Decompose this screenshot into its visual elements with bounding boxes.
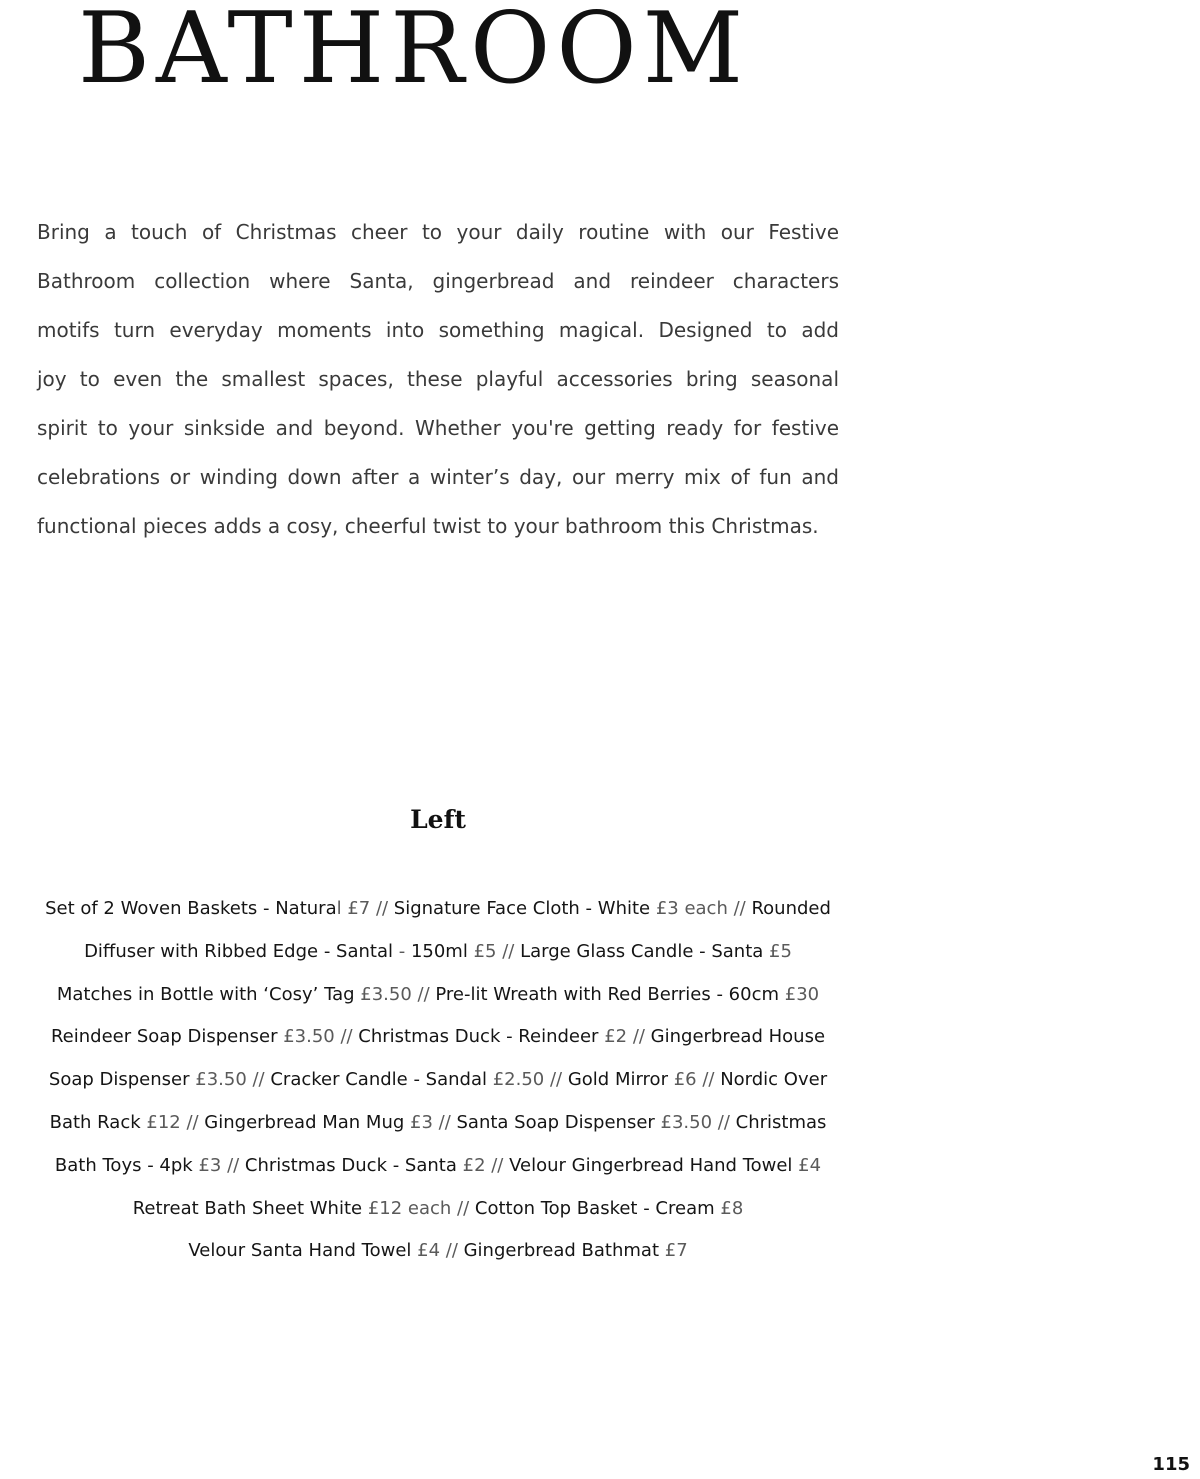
product-name: Gingerbread Bathmat <box>463 1240 660 1262</box>
product-line <box>0 1188 876 1231</box>
product-price: £5 <box>763 940 792 962</box>
intro-line: motifs turn everyday moments into something magical. Designed to add <box>37 318 839 342</box>
product-price: £3.50 // <box>354 983 436 1005</box>
product-line <box>0 888 876 931</box>
page-number: 115 <box>1152 1454 1190 1475</box>
product-price: £2.50 // <box>487 1069 568 1091</box>
product-price: £2 // <box>598 1026 651 1048</box>
product-price: £7 <box>659 1240 688 1262</box>
intro-line: celebrations or winding down after a winter’s day, our merry mix of fun and <box>37 465 839 489</box>
product-price: £2 // <box>456 1154 510 1176</box>
product-line <box>0 1102 876 1145</box>
product-price: £3.50 // <box>277 1026 359 1048</box>
product-price: £8 <box>714 1197 744 1219</box>
product-price: £12 each // <box>362 1197 475 1219</box>
intro-line: joy to even the smallest spaces, these playful accessories bring seasonal <box>37 367 839 391</box>
product-name: Soap Dispenser <box>48 1069 190 1091</box>
product-price: £4 // <box>411 1240 464 1262</box>
product-name: Diffuser with Ribbed Edge - Santal <box>84 940 393 962</box>
product-name: Christmas Duck - Reindeer <box>358 1026 599 1048</box>
product-name: Santa Soap Dispenser <box>456 1111 655 1133</box>
product-name: Christmas <box>735 1111 827 1133</box>
product-line <box>0 1016 876 1059</box>
product-name: Gingerbread House <box>650 1026 826 1048</box>
product-price: £6 // <box>667 1069 721 1091</box>
product-price: £5 // <box>467 940 521 962</box>
product-separator: - <box>393 940 411 962</box>
product-name: Large Glass Candle - Santa <box>520 940 764 962</box>
intro-line: functional pieces adds a cosy, cheerful twist to your bathroom this Christmas. <box>37 514 819 538</box>
product-name: Velour Gingerbread Hand Towel <box>509 1154 793 1176</box>
product-line <box>0 1145 876 1188</box>
product-name: Retreat Bath Sheet White <box>132 1197 363 1219</box>
product-name: Pre-lit Wreath with Red Berries - 60cm <box>435 983 780 1005</box>
product-name: 150ml <box>410 940 468 962</box>
product-price: £3 // <box>404 1111 457 1133</box>
product-name: Gold Mirror <box>567 1069 668 1091</box>
intro-paragraph <box>37 208 839 551</box>
product-name: Christmas Duck - Santa <box>244 1154 457 1176</box>
product-name: Gingerbread Man Mug <box>204 1111 405 1133</box>
product-name: Set of 2 Woven Baskets - Natura <box>45 898 337 919</box>
product-price: £30 <box>779 983 820 1005</box>
product-name: Velour Santa Hand Towel <box>188 1240 412 1262</box>
product-price: £3.50 // <box>189 1069 271 1091</box>
product-price: £12 // <box>140 1111 205 1133</box>
product-name: Matches in Bottle with ‘Cosy’ Tag <box>56 983 355 1005</box>
page-title: BATHROOM <box>78 0 750 106</box>
product-name: Nordic Over <box>720 1069 828 1091</box>
product-line <box>0 1230 876 1273</box>
product-name: Rounded <box>751 898 831 919</box>
intro-line: Bring a touch of Christmas cheer to your daily routine with our Festive <box>37 220 839 244</box>
intro-line: Bathroom collection where Santa, gingerbread and reindeer characters <box>37 269 839 293</box>
product-price: £4 <box>792 1154 822 1176</box>
intro-line: spirit to your sinkside and beyond. Whether you're getting ready for festive <box>37 416 839 440</box>
product-price: l £7 // <box>336 898 394 919</box>
product-price: £3.50 // <box>654 1111 736 1133</box>
product-name: Cracker Candle - Sandal <box>270 1069 487 1091</box>
product-name: Signature Face Cloth - White <box>393 898 651 919</box>
product-list <box>0 888 876 1273</box>
product-name: Bath Toys - 4pk <box>54 1154 193 1176</box>
product-price: £3 // <box>192 1154 245 1176</box>
product-line <box>0 931 876 974</box>
product-name: Cotton Top Basket - Cream <box>474 1197 715 1219</box>
product-name: Reindeer Soap Dispenser <box>50 1026 278 1048</box>
product-price: £3 each // <box>650 898 752 919</box>
product-line <box>0 1059 876 1102</box>
product-line <box>0 974 876 1017</box>
product-name: Bath Rack <box>49 1111 141 1133</box>
section-heading: Left <box>410 805 466 834</box>
